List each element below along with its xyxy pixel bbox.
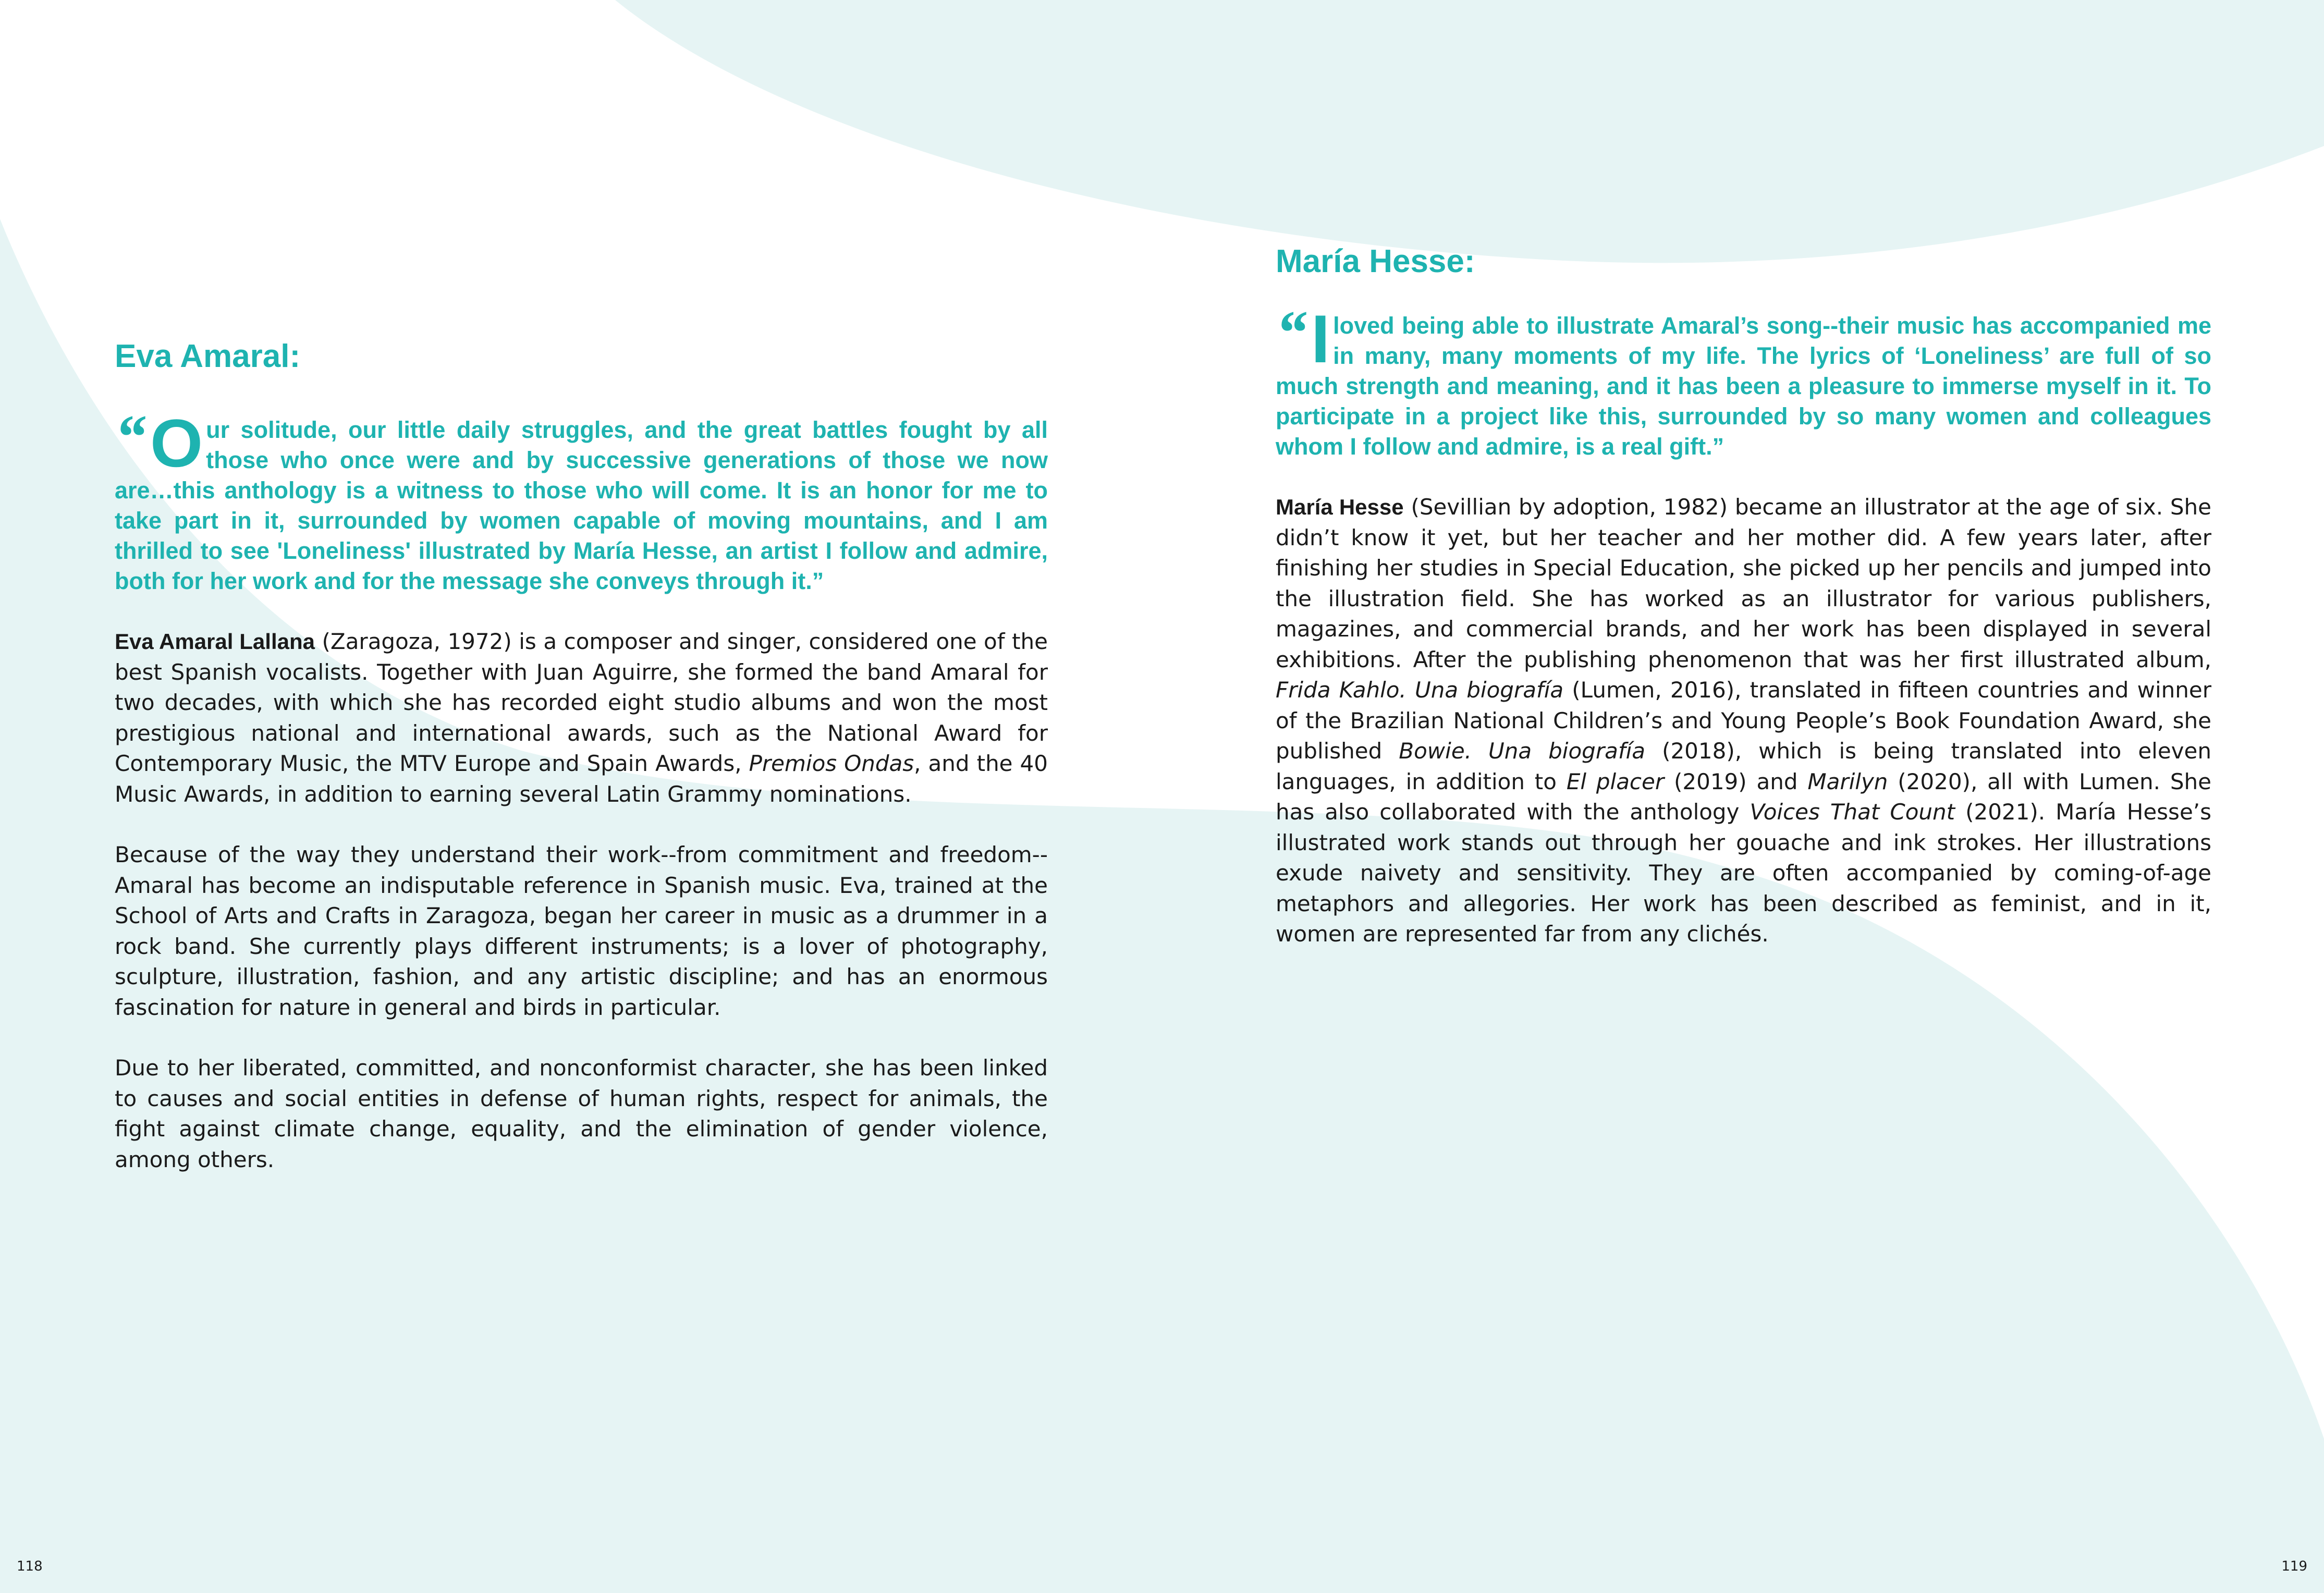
- left-bio-name: Eva Amaral Lallana: [115, 629, 315, 654]
- right-bio-italic: El placer: [1566, 768, 1665, 794]
- left-quote-text: ur solitude, our little daily struggles, and the great battles fought by all those who once were and by successive generations of those we now are…this anthology is a witness to those who will come. It is an honor for me to take part in it, surrounded by women capable of moving mountains, and I am thrilled to see 'Loneliness' illustrated by María Hesse, an artist I follow and admire, both for her work and for the message she conveys through it.”: [115, 416, 1048, 595]
- right-column: [1276, 244, 2211, 950]
- quote-mark-icon: “: [115, 402, 146, 472]
- right-bio-text: (2018), which is being translated into eleven languages, in addition to: [1276, 738, 2211, 794]
- right-quote-text: loved being able to illustrate Amaral’s song--their music has accompanied me in many, many moments of my life. The lyrics of ‘Loneliness’ are full of so much strength and meaning, and it has been a pleasure to immerse myself in it. To participate in a project like this, surrounded by so many women and colleagues whom I follow and admire, is a real gift.”: [1276, 312, 2211, 460]
- page-number-right: 119: [2281, 1559, 2307, 1574]
- left-bio-text: (Zaragoza, 1972) is a composer and singer, considered one of the best Spanish vocalists. Together with Juan Aguirre, she formed the band Amaral for two decades, with which she has recorded eight studio albums and won the most prestigious national and international awards, such as the National Award for Contemporary Music, the MTV Europe and Spain Awards,: [115, 629, 1048, 777]
- right-bio-italic: Bowie. Una biografía: [1399, 738, 1646, 764]
- left-heading: Eva Amaral:: [115, 338, 301, 374]
- left-column: [115, 339, 1048, 1175]
- background-shape-top-right: [615, 0, 2324, 263]
- left-bio-paragraph-2: Because of the way they understand their work--from commitment and freedom--Amaral has become an indisputable reference in Spanish music. Eva, trained at the School of Arts and Crafts in Zaragoza, began her career in music as a drummer in a rock band. She currently plays different instruments; is a lover of photography, sculpture, illustration, fashion, and any artistic discipline; and has an enormous fascination for nature in general and birds in particular.: [115, 842, 1048, 1020]
- left-quote-initial: O: [150, 405, 203, 482]
- page-number-left: 118: [17, 1559, 43, 1574]
- left-bio-paragraph-1: [115, 627, 1048, 810]
- right-bio-italic: Voices That Count: [1750, 799, 1955, 825]
- left-bio-text: , and the 40 Music Awards, in addition to earning several Latin Grammy nominations.: [115, 751, 1048, 807]
- right-quote-initial: I: [1311, 301, 1330, 377]
- right-bio-text: (2021). María Hesse’s illustrated work stands out through her gouache and ink strokes. Her illustrations exude naivety and sensitivity. They are often accompanied by coming-of-age metaphors and allegories. Her work has been described as feminist, and in it, women are represented far from any clichés.: [1276, 799, 2212, 947]
- right-bio-text: (2019) and: [1664, 768, 1808, 794]
- right-bio-paragraph: [1276, 492, 2211, 950]
- right-bio-text: (2020), all with Lumen. She has also collaborated with the anthology: [1276, 768, 2211, 825]
- quote-mark-icon: “: [1276, 298, 1307, 367]
- right-bio-text: (Lumen, 2016), translated in fifteen countries and winner of the Brazilian National Children’s and Young People’s Book Foundation Award, she published: [1276, 677, 2211, 764]
- right-bio-text: (Sevillian by adoption, 1982) became an illustrator at the age of six. She didn’t know it yet, but her teacher and her mother did. A few years later, after finishing her studies in Special Education, she picked up her pencils and jumped into the illustration field. She has worked as an illustrator for various publishers, magazines, and commercial brands, and her work has been displayed in several exhibitions. After the publishing phenomenon that was her first illustrated album,: [1276, 494, 2211, 672]
- right-bio-italic: Marilyn: [1807, 768, 1888, 794]
- right-heading: María Hesse:: [1276, 243, 1475, 279]
- left-bio-italic: Premios Ondas: [749, 751, 914, 777]
- right-bio-italic: Frida Kahlo. Una biografía: [1276, 677, 1564, 703]
- left-bio-paragraph-3: Due to her liberated, committed, and nonconformist character, she has been linked to causes and social entities in defense of human rights, respect for animals, the fight against climate change, equality, and the elimination of gender violence, among others.: [115, 1055, 1048, 1172]
- right-bio-name: María Hesse: [1276, 495, 1404, 520]
- left-quote: [115, 402, 1048, 596]
- right-quote: [1276, 298, 2211, 462]
